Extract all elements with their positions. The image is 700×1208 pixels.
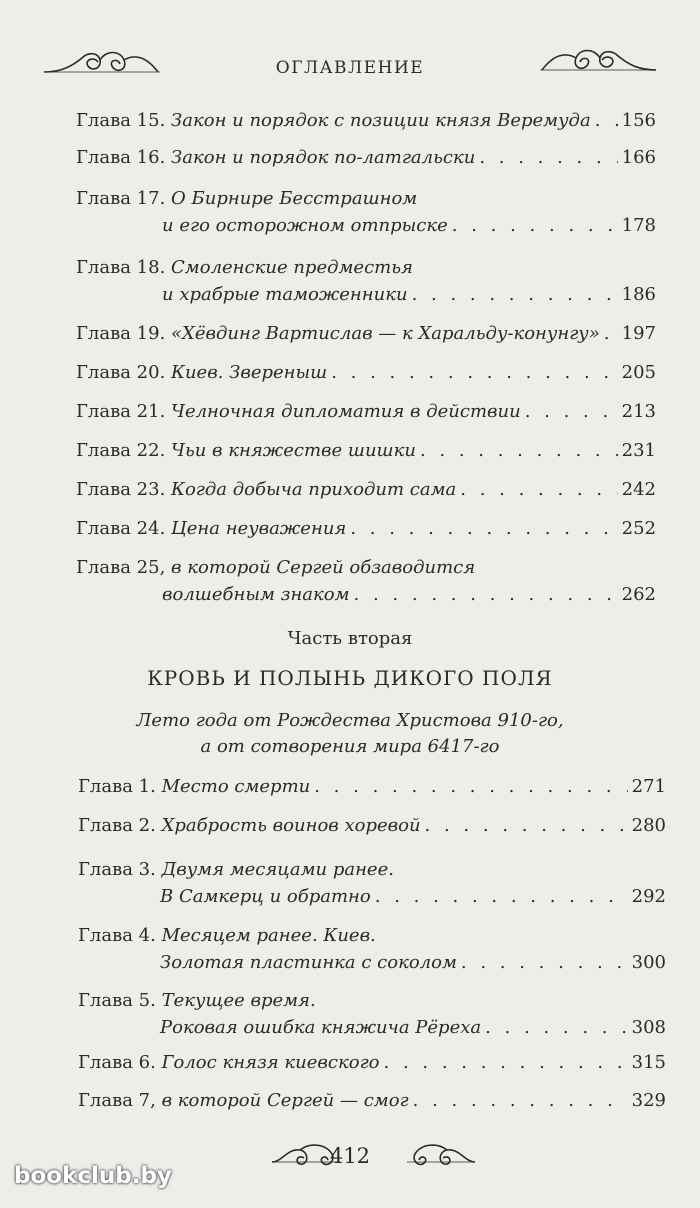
page-ref: 280 [631,815,666,836]
chapter-title: Текущее время. [161,990,316,1011]
page-ref: 213 [621,401,656,422]
part-title: КРОВЬ И ПОЛЫНЬ ДИКОГО ПОЛЯ [147,666,553,690]
part-label: Часть вторая [287,628,413,649]
page-ref: 186 [621,284,656,305]
chapter-title-line2: и храбрые таможенники [162,284,408,305]
toc-entry: Глава 23. Когда добыча приходит сама . . . 242 [76,476,656,515]
epigraph-line: Лето года от Рождества Христова 910-го, [136,710,564,731]
ornament-right-icon [405,1140,477,1172]
toc-entry: Глава 22. Чьи в княжестве шишки . . . 231 [76,437,656,476]
toc-entry: Глава 16. Закон и порядок по-латгальски . . . 166 [76,144,656,185]
chapter-title: Когда добыча приходит сама [171,479,457,500]
toc-entry: Глава 17. О Бирнире Бесстрашном и его осторожном отпрыске . . . 178 [76,185,656,254]
epigraph-line: а от сотворения мира 6417-го [200,736,500,757]
toc-entry: Глава 1. Место смерти . . . 271 [78,773,666,812]
chapter-title: О Бирнире Бесстрашном [171,188,418,209]
page-ref: 329 [631,1090,666,1111]
watermark: bookclub.by [14,1163,172,1189]
page-ref: 178 [621,215,656,236]
chapter-title: Двумя месяцами ранее. [161,859,394,880]
toc-entry: Глава 3. Двумя месяцами ранее. В Самкерц и обратно . . . 292 [78,856,666,922]
toc-entry: Глава 15. Закон и порядок с позиции князя Веремуда . . . 156 [76,107,656,144]
chapter-title: в которой Сергей — смог [161,1090,409,1111]
chapter-title: Храбрость воинов хоревой [161,815,421,836]
chapter-title: Смоленские предместья [171,257,413,278]
chapter-title-line2: волшебным знаком [162,584,350,605]
page-ref: 156 [621,110,656,131]
ornament-right-icon [538,44,658,78]
chapter-title-line2: В Самкерц и обратно [160,886,371,907]
page-ref: 252 [621,518,656,539]
chapter-title: Месяцем ранее. Киев. [161,925,376,946]
chapter-title-line2: и его осторожном отпрыске [162,215,448,236]
toc-part-one [76,107,656,614]
chapter-title: Цена неуважения [171,518,347,539]
page-ref: 166 [621,147,656,168]
toc-entry: Глава 7, в которой Сергей — смог . . . 329 [78,1087,666,1125]
page-ref: 292 [631,886,666,907]
toc-entry: Глава 2. Храбрость воинов хоревой . . . 280 [78,812,666,856]
page-ref: 231 [621,440,656,461]
toc-entry: Глава 21. Челночная дипломатия в действии . . . 213 [76,398,656,437]
toc-entry: Глава 4. Месяцем ранее. Киев. Золотая пластинка с соколом . . . 300 [78,922,666,987]
page-ref: 262 [621,584,656,605]
toc-entry: Глава 24. Цена неуважения . . . 252 [76,515,656,554]
chapter-title: Челночная дипломатия в действии [171,401,521,422]
toc-entry: Глава 18. Смоленские предместья и храбрые таможенники . . . 186 [76,254,656,320]
toc-part-two [78,773,666,1125]
chapter-title-line2: Роковая ошибка княжича Рёреха [160,1017,482,1038]
page-ref: 205 [621,362,656,383]
page-ref: 315 [631,1052,666,1073]
toc-entry: Глава 5. Текущее время. Роковая ошибка княжича Рёреха . . . 308 [78,987,666,1049]
page-ref: 242 [621,479,656,500]
chapter-title-line2: Золотая пластинка с соколом [160,952,457,973]
toc-entry: Глава 6. Голос князя киевского . . . 315 [78,1049,666,1087]
chapter-title: Закон и порядок с позиции князя Веремуда [171,110,591,131]
chapter-title: Чьи в княжестве шишки [171,440,416,461]
page-title: ОГЛАВЛЕНИЕ [275,58,425,78]
chapter-title: в которой Сергей обзаводится [171,557,476,578]
chapter-title: «Хёвдинг Вартислав — к Харальду-конунгу» [171,323,600,344]
chapter-title: Место смерти [161,776,311,797]
page-ref: 308 [631,1017,666,1038]
page-ref: 197 [621,323,656,344]
page-ref: 300 [631,952,666,973]
page-ref: 271 [631,776,666,797]
part-epigraph [0,708,700,760]
toc-entry: Глава 25, в которой Сергей обзаводится волшебным знаком . . . 262 [76,554,656,614]
chapter-title: Закон и порядок по-латгальски [171,147,476,168]
page-number: 412 [329,1144,371,1168]
toc-entry: Глава 19. «Хёвдинг Вартислав — к Харальду-конунгу» . . . 197 [76,320,656,359]
chapter-title: Голос князя киевского [161,1052,380,1073]
chapter-title: Киев. Звереныш [171,362,328,383]
toc-entry: Глава 20. Киев. Звереныш . . . 205 [76,359,656,398]
page-header [0,40,700,90]
